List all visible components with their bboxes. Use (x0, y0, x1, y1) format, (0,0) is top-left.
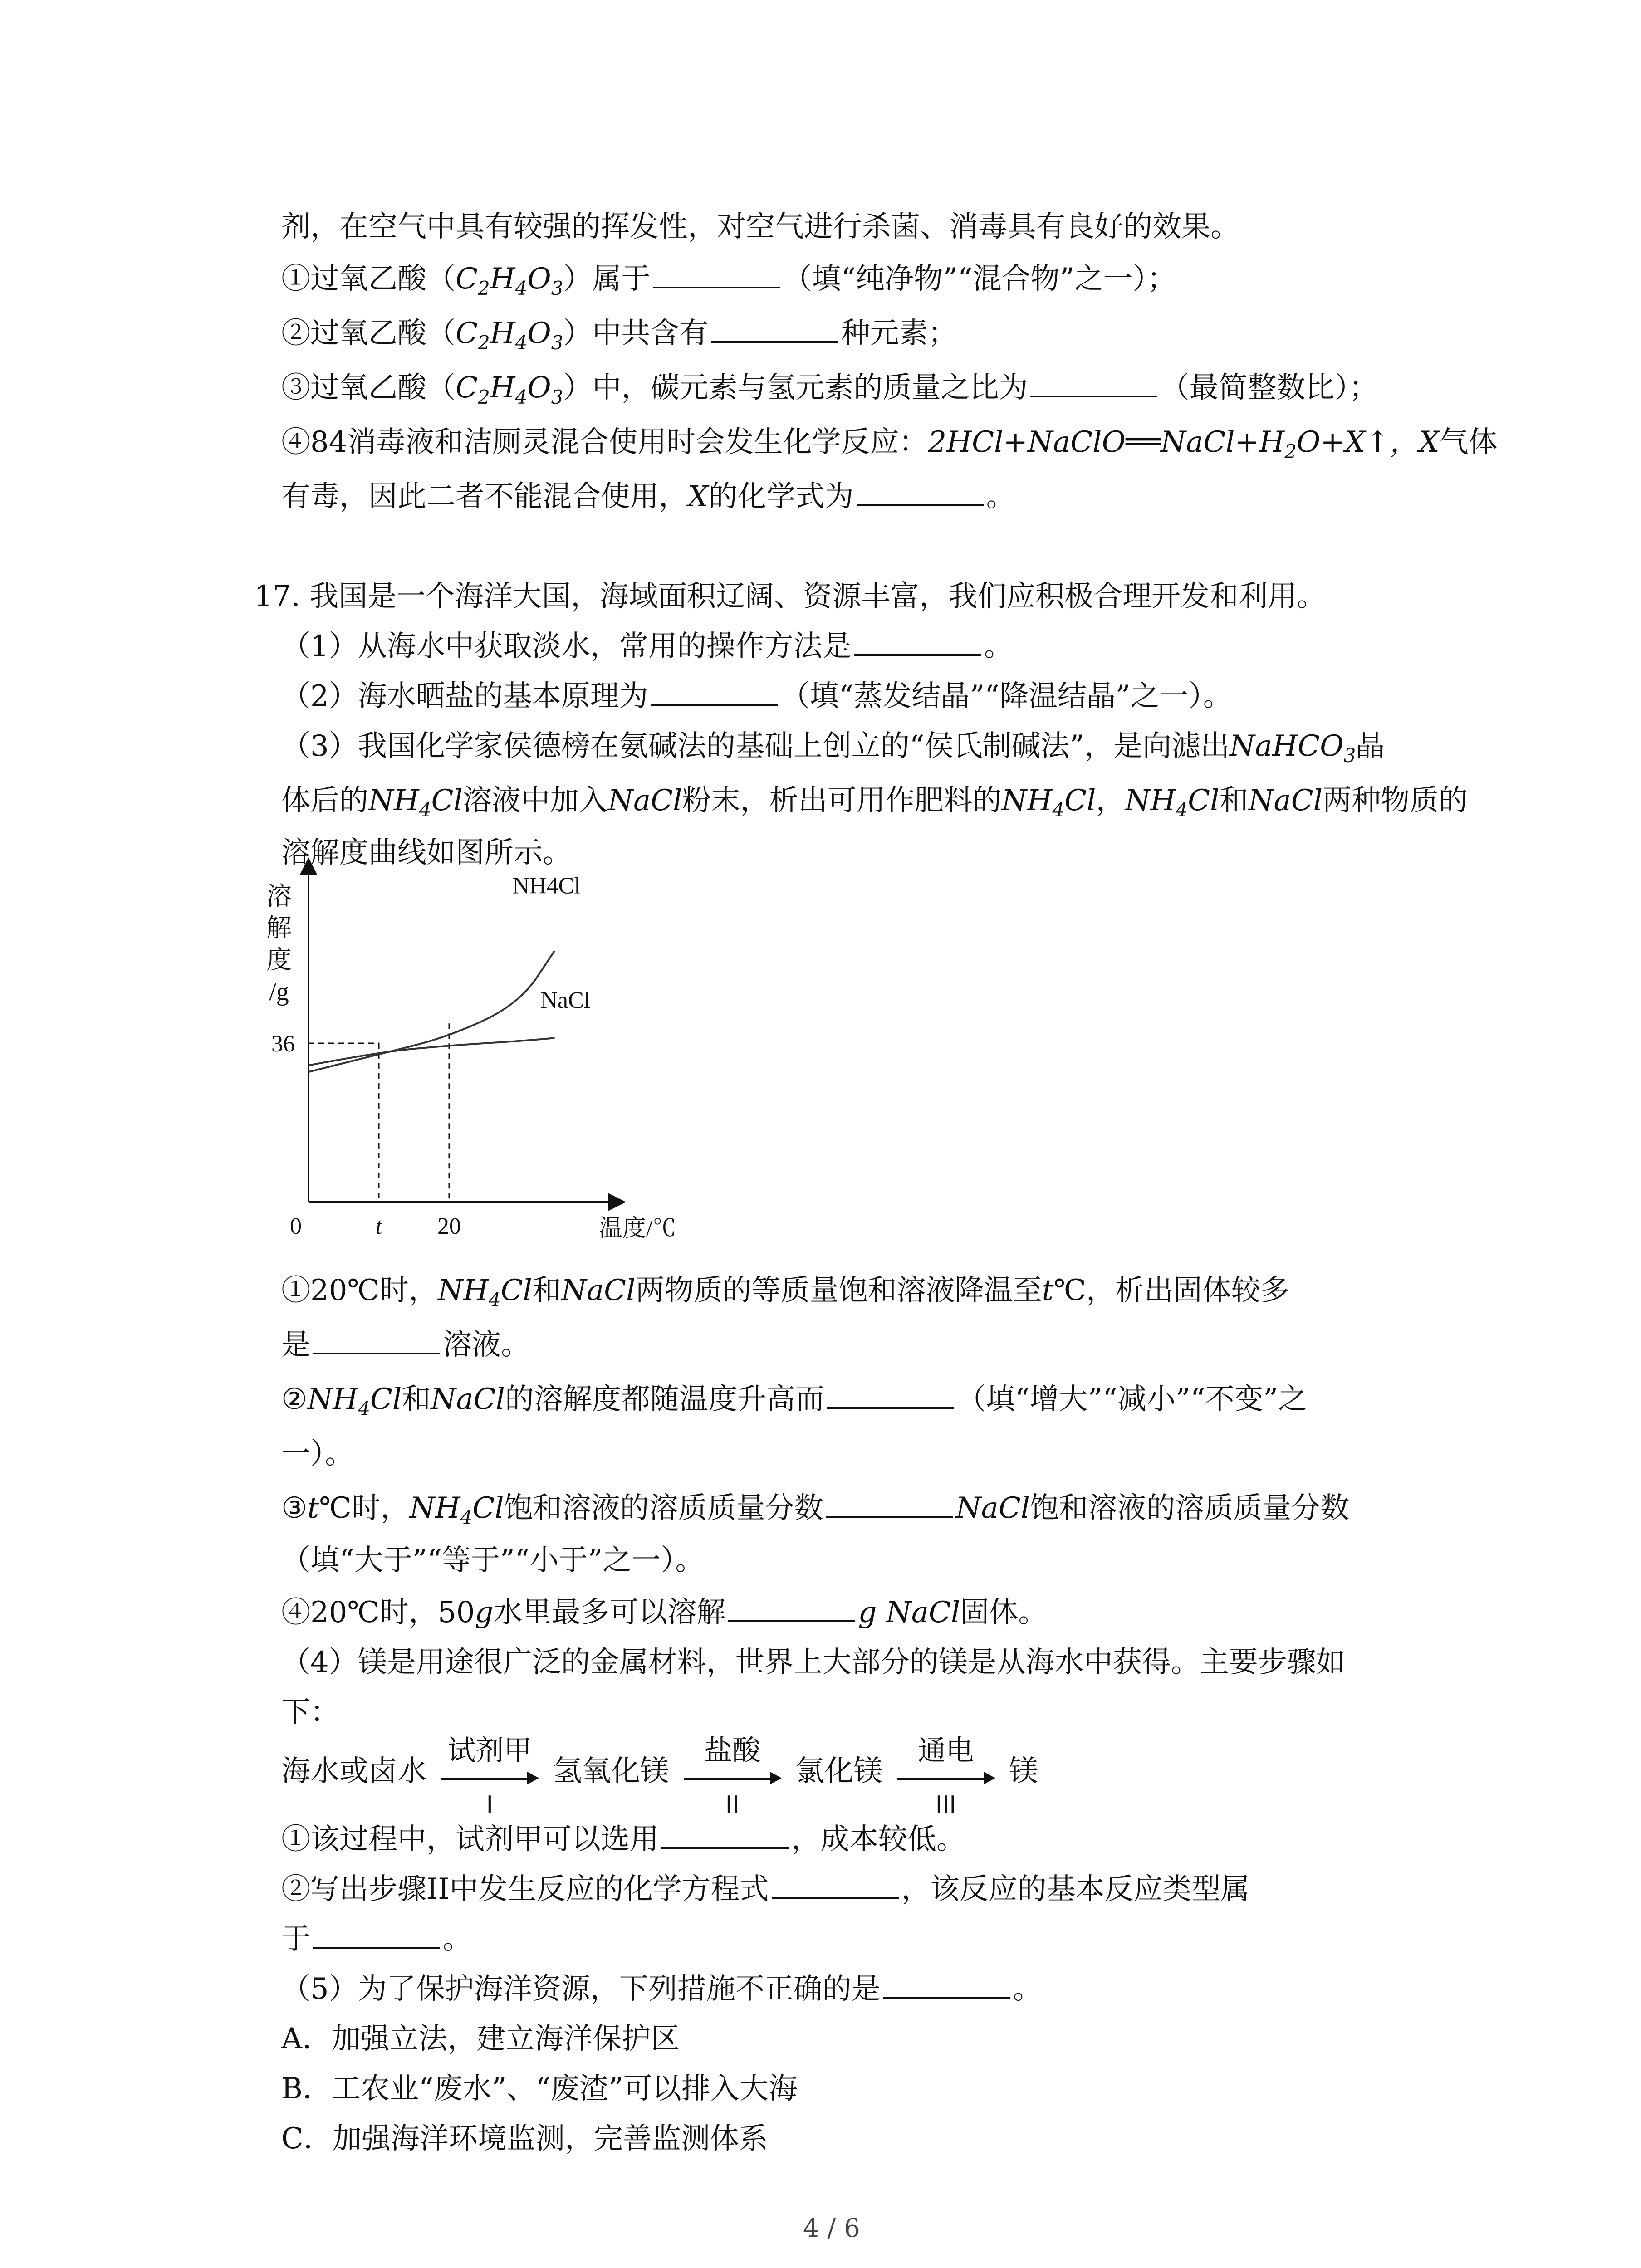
part-3-cont: 溶解度曲线如图所示。 (281, 836, 572, 870)
text-line: 剂，在空气中具有较强的挥发性，对空气进行杀菌、消毒具有良好的效果。 (281, 210, 1239, 244)
series-label-nacl: NaCl (540, 987, 591, 1014)
answer-blank[interactable] (313, 1325, 440, 1354)
sub-question-3-cont: （填“大于”“等于”“小于”之一）。 (281, 1544, 705, 1577)
page-number: 4 / 6 (803, 2214, 860, 2243)
x-axis-label: 温度/℃ (599, 1216, 676, 1242)
flow-question-2: ②写出步骤II中发生反应的化学方程式 ，该反应的基本反应类型属 (281, 1869, 1250, 1910)
part-4: （4）镁是用途很广泛的金属材料，世界上大部分的镁是从海水中获得。主要步骤如 (281, 1646, 1345, 1679)
formula-c2h4o3: $C_2H_4O_3$ (456, 262, 563, 299)
answer-blank[interactable] (711, 313, 838, 343)
series-curve-0 (309, 951, 555, 1072)
series-label-nh4cl: NH4Cl (512, 873, 581, 899)
answer-blank[interactable] (827, 1379, 954, 1409)
y-axis-label: 度 (266, 946, 292, 974)
x-tick-label: t (375, 1213, 382, 1239)
flow-arrow-2: 盐酸 II (680, 1751, 784, 1792)
y-axis-label: 解 (266, 914, 292, 943)
flow-question-1: ①该过程中，试剂甲可以选用 ，成本较低。 (281, 1819, 965, 1860)
series-curve-1 (309, 1038, 555, 1065)
flow-arrow-1: 试剂甲 I (437, 1751, 542, 1792)
answer-blank[interactable] (313, 1919, 440, 1949)
flow-question-2-cont: 于 。 (281, 1919, 472, 1960)
chemical-equation: $2HCl+NaClO══NaCl+H_2O+X↑$，X (928, 425, 1440, 463)
question-17-stem: 17. 我国是一个海洋大国，海域面积辽阔、资源丰富，我们应积极合理开发和利用。 (254, 580, 1326, 613)
part-2: （2）海水晒盐的基本原理为 （填“蒸发结晶”“降温结晶”之一）。 (281, 676, 1232, 717)
answer-blank[interactable] (1030, 367, 1157, 397)
part-4-cont: 下： (281, 1696, 339, 1729)
answer-blank[interactable] (857, 476, 984, 506)
answer-blank[interactable] (653, 259, 780, 288)
sub-question-1-cont: 是 溶液。 (281, 1325, 530, 1365)
answer-blank[interactable] (651, 676, 778, 706)
answer-blank[interactable] (728, 1592, 855, 1622)
option-c[interactable]: C．加强海洋环境监测，完善监测体系 (281, 2122, 768, 2156)
sub-question-2-cont: 一）。 (281, 1437, 354, 1471)
process-flow: 海水或卤水 试剂甲 I 氢氧化镁 盐酸 II 氯化镁 通电 III 镁 (281, 1734, 1038, 1818)
option-a[interactable]: A．加强立法，建立海洋保护区 (281, 2022, 680, 2056)
flow-arrow-3: 通电 III (894, 1751, 998, 1792)
question-line: ④84消毒液和洁厕灵混合使用时会发生化学反应：$2HCl+NaClO══NaCl+H_2O+X↑$，X气体 (281, 425, 1498, 463)
sub-question-3: ③t℃时，$NH_4Cl$饱和溶液的溶质质量分数 NaCl饱和溶液的溶质质量分数 (281, 1488, 1349, 1538)
question-line: 有毒，因此二者不能混合使用，X的化学式为 。 (281, 476, 1015, 517)
sub-question-4: ④20℃时，50g水里最多可以溶解 g NaCl固体。 (281, 1592, 1047, 1633)
x-tick-label: 0 (290, 1213, 302, 1239)
question-line: ①过氧乙酸$(C_2H_4O_3)$属于 （填“纯净物”“混合物”之一）； (281, 259, 1176, 309)
answer-blank[interactable] (854, 626, 981, 656)
answer-blank[interactable] (661, 1819, 789, 1849)
y-axis-label: /g (269, 978, 289, 1006)
sub-question-1: ①20℃时，$NH_4Cl$和NaCl两物质的等质量饱和溶液降温至t℃，析出固体较多 (281, 1274, 1289, 1311)
sub-question-2: $②NH_4Cl$和NaCl的溶解度都随温度升高而 （填“增大”“减小”“不变”之 (281, 1379, 1307, 1429)
question-line: ②过氧乙酸$(C_2H_4O_3)$中共含有 种元素； (281, 313, 957, 363)
question-line: ③过氧乙酸$(C_2H_4O_3)$中，碳元素与氢元素的质量之比为 （最简整数比）； (281, 367, 1378, 418)
solubility-chart (254, 862, 676, 1252)
answer-blank[interactable] (772, 1869, 899, 1899)
y-axis-label: 溶 (266, 883, 292, 911)
part-3-cont: 体后的$NH_4Cl$溶液中加入NaCl粉末，析出可用作肥料的$NH_4Cl$，$NH_4Cl$和NaCl两种物质的 (281, 784, 1468, 821)
option-b[interactable]: B．工农业“废水”、“废渣”可以排入大海 (281, 2072, 798, 2106)
part-1: （1）从海水中获取淡水，常用的操作方法是 。 (281, 626, 1013, 667)
answer-blank[interactable] (883, 1969, 1010, 1999)
part-5: （5）为了保护海洋资源，下列措施不正确的是 。 (281, 1969, 1042, 2009)
x-tick-label: 20 (437, 1213, 461, 1239)
y-tick-label: 36 (271, 1031, 295, 1057)
answer-blank[interactable] (826, 1488, 953, 1518)
part-3: （3）我国化学家侯德榜在氨碱法的基础上创立的“侯氏制碱法”，是向滤出NaHCO$_3$晶 (281, 729, 1385, 767)
